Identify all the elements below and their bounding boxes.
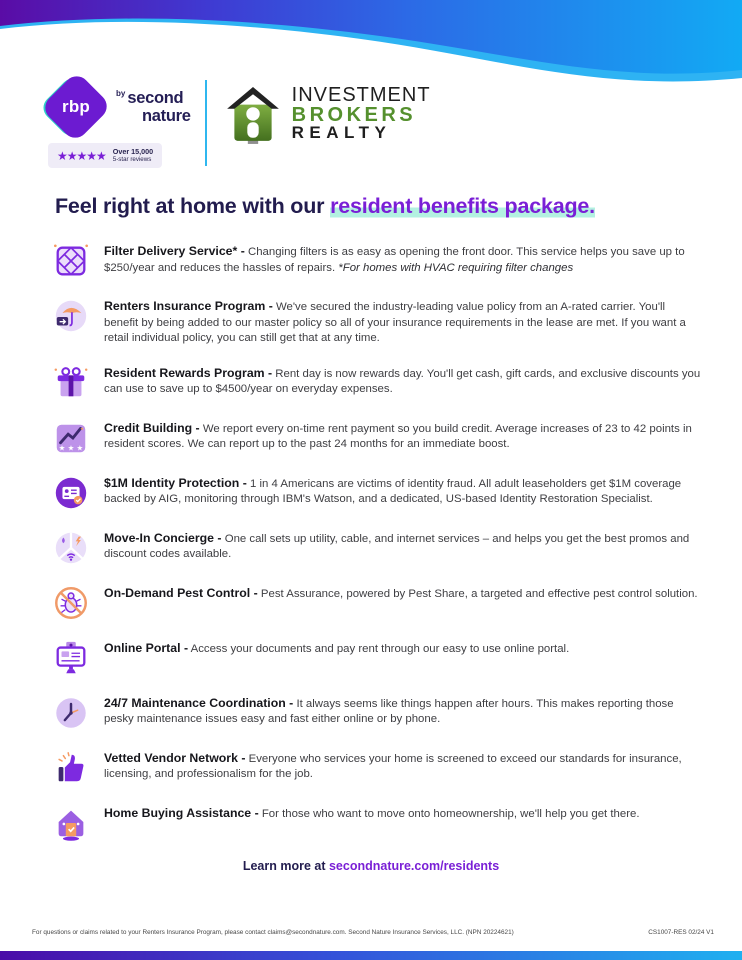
learn-more-link[interactable]: secondnature.com/residents (328, 858, 500, 873)
list-item-renters-insurance: Renters Insurance Program - We've secured the industry-leading value policy from an A-rated carrier. You'll benefit by being added to our master policy so all of your insurance requirements in the lease are met. If you want a retail individual policy, you can still get that at any time. (52, 297, 702, 346)
utilities-icon (52, 529, 90, 567)
clock-icon (52, 694, 90, 732)
filter-footnote: *For homes with HVAC requiring filter changes (338, 261, 574, 274)
thumbs-up-icon (52, 749, 90, 787)
list-item-resident-rewards: Resident Rewards Program - Rent day is now rewards day. You'll get cash, gift cards, and exclusive discounts you can use to save up to $4500/year on everyday expenses. (52, 364, 702, 402)
id-card-icon (52, 474, 90, 512)
monitor-icon (52, 639, 90, 677)
list-item-online-portal: Online Portal - Access your documents and pay rent through our easy to use online portal. (52, 639, 702, 677)
learn-more-line (0, 859, 742, 873)
reviews-count: Over 15,000 (112, 147, 154, 156)
footer-doc-code: CS1007-RES 02/24 V1 (648, 929, 714, 936)
credit-chart-icon (52, 419, 90, 457)
list-item-identity-protection: $1M Identity Protection - 1 in 4 Americans are victims of identity fraud. All adult leaseholders get $1M coverage backed by AIG, monitoring through IBM's Watson, and a dedicated, US-based Identity Restoration Specialist. (52, 474, 702, 512)
page-title (55, 194, 702, 219)
house-check-icon (52, 804, 90, 842)
learn-more-prefix: Learn more at (242, 858, 329, 873)
list-item-pest-control: On-Demand Pest Control - Pest Assurance, powered by Pest Share, a targeted and effective pest control solution. (52, 584, 702, 622)
list-item-filter-delivery: Filter Delivery Service* - Changing filters is as easy as opening the front door. This service helps you save up to $250/year and reduces the hassles of repairs. *For homes with HVAC requiring filter changes (52, 242, 702, 280)
list-item-maintenance: 24/7 Maintenance Coordination - It always seems like things happen after hours. This makes reporting those pesky maintenance issues easy and fast either online or by phone. (52, 694, 702, 732)
realty-line-brokers: BROKERS (291, 103, 417, 126)
footer-legal-text: For questions or claims related to your Renters Insurance Program, please contact claims@secondnature.com. Second Nature Insurance Services, LLC. (NPN 20224621) (32, 929, 514, 936)
footer (32, 929, 714, 936)
bottom-gradient-bar (0, 951, 742, 960)
svg-text:★ ★ ★: ★ ★ ★ (58, 442, 84, 452)
title-highlight: resident benefits package. (330, 194, 595, 219)
byline-nature: nature (142, 106, 191, 125)
second-nature-wordmark (116, 90, 191, 125)
list-item-vendor-network: Vetted Vendor Network - Everyone who services your home is screened to exceed our standards for insurance, licensing, and professionalism for the job. (52, 749, 702, 787)
realty-house-icon (223, 86, 283, 146)
reviews-label: 5-star reviews (112, 156, 152, 164)
benefits-list (52, 242, 702, 841)
rbp-logo (48, 78, 104, 136)
reviews-badge (48, 143, 162, 168)
realty-line-realty: REALTY (291, 123, 392, 143)
realty-logo-block (223, 86, 431, 146)
header (48, 78, 742, 168)
rbp-brand-block (48, 78, 191, 168)
realty-line-investment: INVESTMENT (291, 84, 431, 106)
no-pests-icon (52, 584, 90, 622)
gift-icon (52, 364, 90, 402)
list-item-home-buying: Home Buying Assistance - For those who want to move onto homeownership, we'll help you get there. (52, 804, 702, 842)
list-item-credit-building: ★ ★ ★ Credit Building - We report every on-time rent payment so you build credit. Average increases of 23 to 42 points in resident scores. We can report up to the past 24 months for an immediate boost. (52, 419, 702, 457)
five-stars-icon: ★★★★★ (57, 148, 106, 163)
title-prefix: Feel right at home with our (55, 194, 331, 219)
byline-by: by (116, 88, 126, 98)
byline-second: second (127, 88, 184, 107)
rbp-logo-text: rbp (62, 97, 90, 116)
list-item-move-in-concierge: Move-In Concierge - One call sets up utility, cable, and internet services – and helps you get the best promos and discount codes available. (52, 529, 702, 567)
header-divider (205, 80, 207, 166)
filter-icon (52, 242, 90, 280)
umbrella-icon (52, 297, 90, 335)
